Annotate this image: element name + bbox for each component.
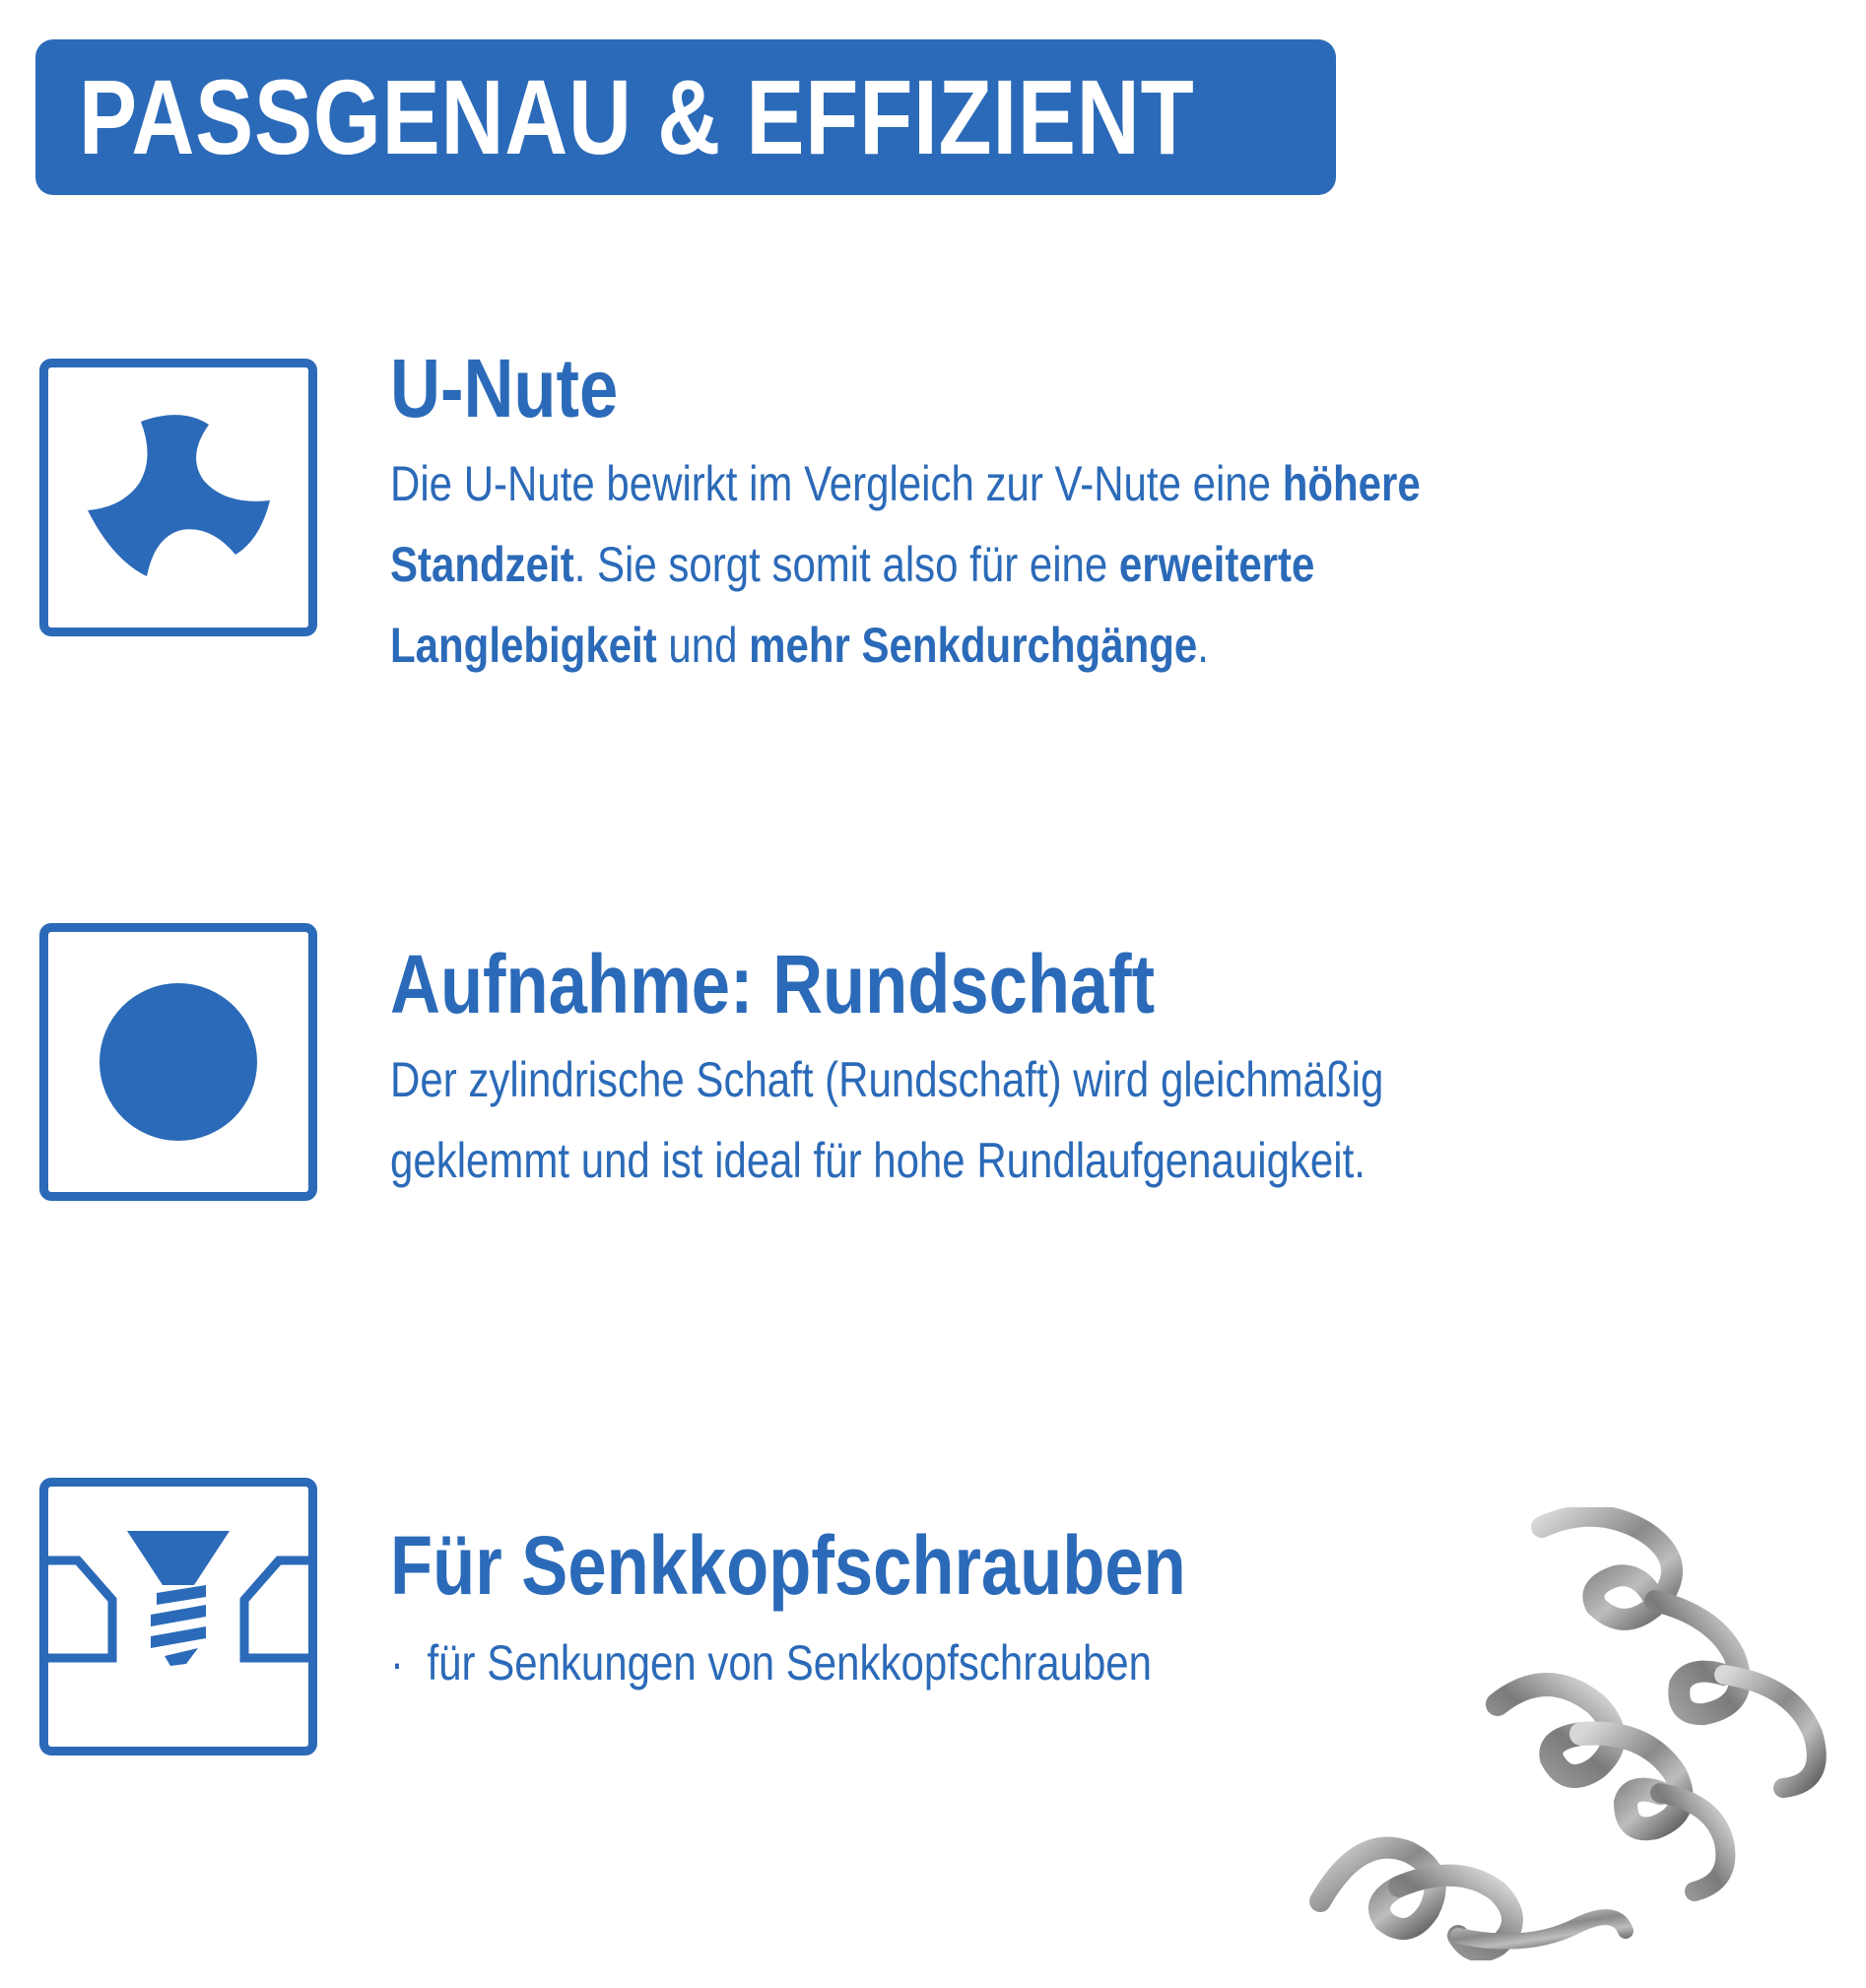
round-shank-icon [48,932,308,1192]
metal-shavings-image [1300,1507,1852,1960]
description-text: und [656,618,750,674]
description-text: . [1197,618,1209,674]
page-title: PASSGENAU & EFFIZIENT [79,57,1195,176]
header-banner [35,39,1336,195]
feature-description: Der zylindrische Schaft (Rundschaft) wird gleichmäßig geklemmt und ist ideal für hohe Rundlaufgenauigkeit. [390,1052,1384,1189]
feature-title: Aufnahme: Rundschaft [390,938,1156,1030]
description-highlight: mehr Senkdurchgänge [749,618,1198,674]
countersunk-screw-icon-frame [39,1478,317,1756]
feature-title: Für Senkkopfschrauben [390,1519,1186,1612]
description-text: Die U-Nute bewirkt im Vergleich zur V-Nute eine [390,456,1283,512]
description-highlight: höhere Standzeit [390,456,1421,593]
feature-rundschaft [390,938,1671,1201]
u-flute-icon [48,367,308,628]
description-text: . Sie sorgt somit also für eine [573,537,1119,593]
feature-description [390,443,1441,686]
description-highlight: erweiterte Langlebigkeit [390,537,1315,674]
feature-title: U-Nute [390,342,619,434]
countersunk-screw-icon [48,1487,308,1747]
bullet-dot: · [390,1635,404,1691]
bullet-text: für Senkungen von Senkkopfschrauben [427,1635,1153,1691]
feature-u-nute [390,342,1671,686]
u-flute-icon-frame [39,359,317,636]
round-shank-icon-frame [39,923,317,1201]
